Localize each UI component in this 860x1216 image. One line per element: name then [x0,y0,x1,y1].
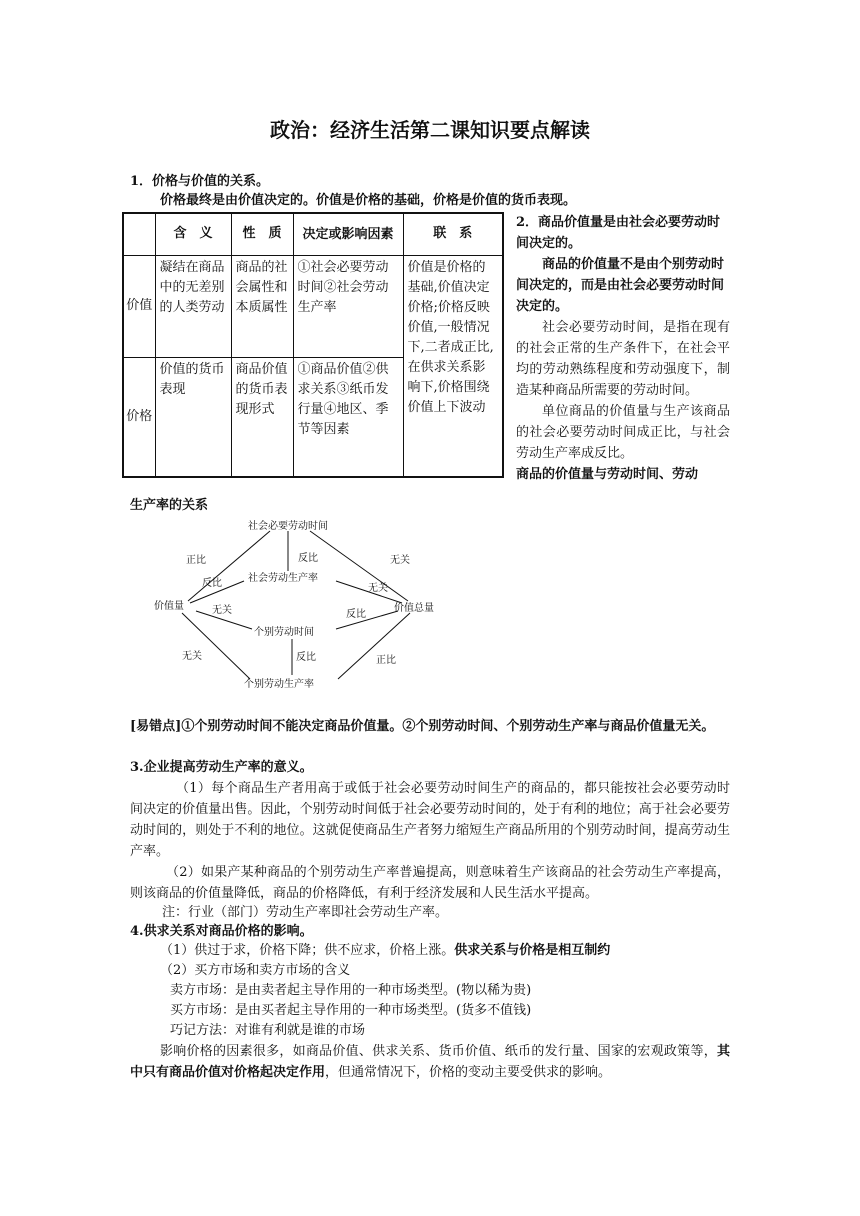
label-inverse-1: 反比 [298,553,318,564]
row-header-value: 价值 [123,255,155,357]
section-4-summary [130,1041,730,1083]
label-unrelated-1: 无关 [390,555,410,566]
section-4-heading: 4.供求关系对商品价格的影响。 [130,924,313,939]
section-2-key-point: 商品的价值量不是由个别劳动时间决定的，而是由社会必要劳动时间决定的。 [516,257,725,314]
node-total-value: 价值总量 [394,603,434,614]
edge-sbt-vq [188,531,270,601]
table-header-row [123,213,503,255]
section-1-heading: 1．价格与价值的关系。 [130,174,270,189]
section-2-proportion: 单位商品的价值量与生产该商品的社会必要劳动时间成正比，与社会劳动生产率成反比。 [516,404,730,461]
pitfall-text: ①个别劳动时间不能决定商品价值量。②个别劳动时间、个别劳动生产率与商品价值量无关。 [181,719,715,734]
edge-vq-ilp [182,613,250,679]
section-2-definition: 社会必要劳动时间，是指在现有的社会正常的生产条件下，在社会平均的劳动熟练程度和劳动强度下，制造某种商品所需要的劳动时间。 [516,320,730,398]
section-3-heading: 3.企业提高劳动生产率的意义。 [130,760,313,775]
table-header-factors: 决定或影响因素 [293,213,403,255]
section-3-note: 注：行业（部门）劳动生产率即社会劳动生产率。 [162,905,449,920]
table-header-nature: 性 质 [231,213,293,255]
node-value-quantity: 价值量 [154,601,184,612]
node-individual-time: 个别劳动时间 [254,627,314,638]
label-inverse-4: 反比 [296,652,316,663]
section-1-subtitle: 价格最终是由价值决定的。价值是价格的基础，价格是价值的货币表现。 [160,193,577,208]
section-4-line-1 [160,941,610,960]
summary-part-b: 其中只有商品价值对价格起决定作用 [130,1044,730,1080]
section-4-line-2: （2）买方市场和卖方市场的含义 [160,963,351,978]
label-unrelated-2: 无关 [368,583,388,594]
table-row-value [123,255,503,357]
section-2-relation-tail: 生产率的关系 [130,498,209,513]
table-header-link: 联 系 [403,213,503,255]
label-unrelated-4: 无关 [182,651,202,662]
node-social-productivity: 社会劳动生产率 [248,573,318,584]
node-individual-productivity: 个别劳动生产率 [244,679,314,690]
price-value-table [122,212,504,478]
pitfall-note [130,716,730,737]
row-header-price: 价格 [123,357,155,477]
supply-demand-rule: （1）供过于求，价格下降；供不应求，价格上涨。 [160,943,455,958]
sellers-market: 卖方市场：是由卖者起主导作用的一种市场类型。(物以稀为贵) [170,983,532,998]
summary-part-c: ，但通常情况下，价格的变动主要受供求的影响。 [325,1065,612,1080]
summary-part-a: 影响价格的因素很多，如商品价值、供求关系、货币价值、纸币的发行量、国家的宏观政策等， [160,1044,717,1059]
relation-diagram [140,515,460,695]
edge-tv-ilp [338,613,410,679]
cell-value-nature: 商品的社会属性和本质属性 [231,255,293,357]
table-header-meaning: 含 义 [155,213,231,255]
cell-value-factors: ①社会必要劳动时间②社会劳动生产率 [293,255,403,357]
edge-sbt-tv [310,531,408,601]
node-social-necessary-time: 社会必要劳动时间 [248,521,328,532]
cell-price-meaning: 价值的货币表现 [155,357,231,477]
cell-price-factors: ①商品价值②供求关系③纸币发行量④地区、季节等因素 [293,357,403,477]
label-inverse-3: 反比 [346,609,366,620]
cell-link: 价值是价格的基础,价值决定价格;价格反映价值,一般情况下,二者成正比,在供求关系影响下,价格围绕价值上下波动 [403,255,503,477]
label-inverse-2: 反比 [202,578,222,589]
section-2-heading: 2．商品价值量是由社会必要劳动时间决定的。 [516,215,721,251]
pitfall-label: [易错点] [130,719,182,734]
section-3-point-1: （1）每个商品生产者用高于或低于社会必要劳动时间生产的商品的，都只能按社会必要劳动时间决定的价值量出售。因此，个别劳动时间低于社会必要劳动时间的，处于有利的地位；高于社会必要劳动时间的，则处于不利的地位。这就促使商品生产者努力缩短生产商品所用的个别劳动时间，提高劳动生产率。 [130,781,730,859]
cell-price-nature: 商品价值的货币表现形式 [231,357,293,477]
label-direct-2: 正比 [376,655,396,666]
page-title: 政治：经济生活第二课知识要点解读 [270,118,590,142]
label-unrelated-3: 无关 [212,605,232,616]
memory-tip: 巧记方法：对谁有利就是谁的市场 [170,1023,366,1038]
section-2-relation-intro: 商品的价值量与劳动时间、劳动 [516,467,699,482]
section-3-point-2: （2）如果产某种商品的个别劳动生产率普遍提高，则意味着生产该商品的社会劳动生产率提高，则该商品的价值量降低，商品的价格降低，有利于经济发展和人民生活水平提高。 [130,865,730,901]
label-direct-1: 正比 [186,555,206,566]
section-2-column [516,212,730,485]
supply-demand-mutual: 供求关系与价格是相互制约 [454,943,611,958]
cell-value-meaning: 凝结在商品中的无差别的人类劳动 [155,255,231,357]
table-header-corner [123,213,155,255]
buyers-market: 买方市场：是由买者起主导作用的一种市场类型。(货多不值钱) [170,1003,532,1018]
